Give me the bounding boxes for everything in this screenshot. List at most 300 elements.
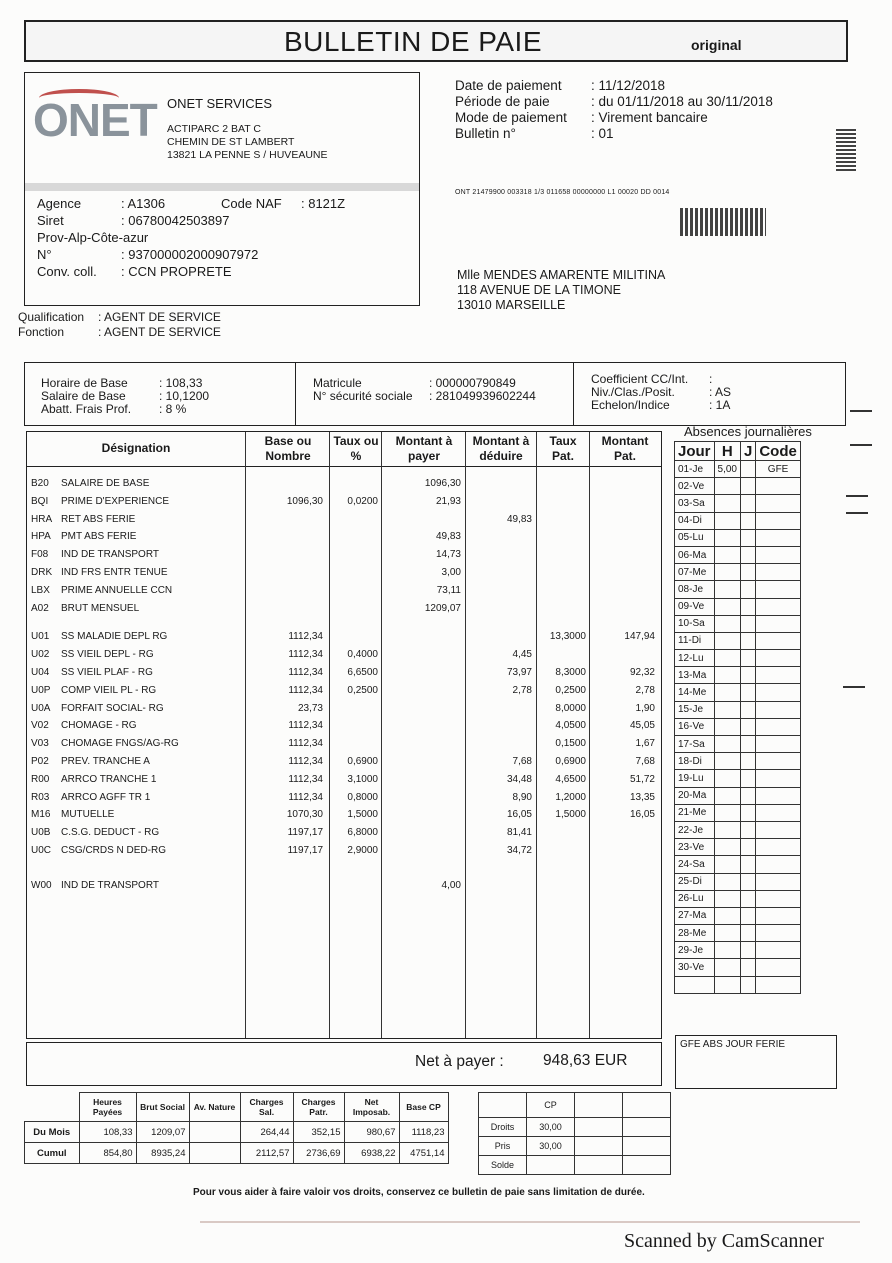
table-row: [27, 476, 661, 493]
mode-value: : Virement bancaire: [591, 110, 708, 125]
footer-note: Pour vous aider à faire valoir vos droits, conservez ce bulletin de paie sans limitation de durée.: [193, 1187, 645, 1198]
row-montant-pat: 13,35: [629, 791, 655, 803]
table-row: [27, 494, 661, 511]
absence-row: [675, 804, 801, 821]
days-cell: [740, 907, 755, 924]
row-base: 1112,34: [288, 667, 323, 678]
copy-label: original: [691, 37, 742, 53]
base-info: [41, 377, 209, 416]
days-cell: [740, 718, 755, 735]
code-cell: [756, 856, 801, 873]
absence-legend: [675, 1035, 837, 1089]
code-cell: [756, 718, 801, 735]
margin-mark: [850, 444, 872, 446]
row-base: 1070,30: [286, 809, 323, 821]
row-code: F08: [31, 549, 49, 561]
row-code: U0P: [31, 684, 51, 696]
row-label: IND DE TRANSPORT: [61, 879, 159, 891]
barcode-icon: [680, 208, 766, 236]
absence-row: [675, 942, 801, 959]
day-cell: 25-Di: [675, 873, 715, 890]
days-cell: [740, 701, 755, 718]
row-taux: 1,5000: [347, 809, 378, 821]
days-cell: [740, 512, 755, 529]
row-label: IND DE TRANSPORT: [61, 549, 159, 561]
echelon-value: : 1A: [709, 398, 731, 412]
company-name: ONET SERVICES: [167, 96, 272, 111]
company-logo: ONET: [33, 94, 157, 146]
legend-text: GFE ABS JOUR FERIE: [680, 1039, 786, 1050]
code-cell: [756, 907, 801, 924]
company-address: [167, 123, 328, 162]
row-taux: 0,8000: [347, 791, 378, 803]
periode-label: Période de paie: [455, 94, 550, 109]
echelon-label: Echelon/Indice: [591, 398, 670, 412]
row-base: 1112,34: [288, 631, 323, 643]
employee-name: Mlle MENDES AMARENTE MILITINA: [457, 268, 666, 282]
row-montant-deduire: 8,90: [512, 791, 532, 803]
day-cell: 13-Ma: [675, 667, 715, 684]
absence-row: [675, 925, 801, 942]
code-cell: [756, 753, 801, 770]
header-h: H: [714, 442, 740, 461]
absence-row: [675, 873, 801, 890]
address-line: CHEMIN DE ST LAMBERT: [167, 136, 295, 148]
hours-cell: [714, 667, 740, 684]
hours-cell: [714, 804, 740, 821]
day-cell: 02-Ve: [675, 478, 715, 495]
title-banner: [24, 20, 848, 62]
no-value: : 937000002000907972: [121, 247, 259, 262]
matricule-value: : 000000790849: [429, 376, 516, 390]
summary-table: [24, 1092, 449, 1164]
header-av-nature: Av. Nature: [189, 1093, 240, 1122]
row-montant-deduire: 2,78: [512, 684, 532, 696]
days-cell: [740, 856, 755, 873]
day-cell: 07-Me: [675, 564, 715, 581]
code-cell: [756, 650, 801, 667]
day-cell: 29-Je: [675, 942, 715, 959]
absences-title: Absences journalières: [684, 424, 812, 439]
days-cell: [740, 615, 755, 632]
days-cell: [740, 529, 755, 546]
hours-cell: [714, 821, 740, 838]
header-montant-payer: Montant à payer: [395, 434, 453, 463]
day-cell: 12-Lu: [675, 650, 715, 667]
row-label: ARRCO TRANCHE 1: [61, 773, 157, 785]
absence-row: [675, 650, 801, 667]
days-cell: [740, 770, 755, 787]
identity-info: [313, 377, 536, 403]
row-montant-deduire: 4,45: [512, 649, 532, 661]
hours-cell: [714, 615, 740, 632]
employee-address-line: 118 AVENUE DE LA TIMONE: [457, 283, 621, 297]
absence-row: [675, 770, 801, 787]
scanner-watermark: Scanned by CamScanner: [624, 1230, 824, 1252]
row-montant-deduire: 16,05: [506, 809, 532, 821]
days-cell: [740, 753, 755, 770]
date-label: Date de paiement: [455, 78, 562, 93]
row-taux: 0,6900: [347, 756, 378, 767]
row-taux-pat: 1,2000: [555, 791, 586, 803]
days-cell: [740, 942, 755, 959]
day-cell: 17-Sa: [675, 736, 715, 753]
row-label: C.S.G. DEDUCT - RG: [61, 827, 160, 839]
hours-cell: [714, 478, 740, 495]
agence-label: Agence: [37, 196, 82, 211]
page-title: BULLETIN DE PAIE: [284, 26, 543, 57]
header-j: J: [740, 442, 755, 461]
row-label: COMP VIEIL PL - RG: [61, 684, 157, 696]
naf-label: Code NAF: [221, 196, 282, 211]
scan-edge: [200, 1221, 860, 1223]
fonction-label: Fonction: [18, 325, 65, 339]
code-cell: [756, 890, 801, 907]
day-cell: 14-Me: [675, 684, 715, 701]
row-label: PRIME D'EXPERIENCE: [61, 495, 170, 507]
row-label: ARRCO AGFF TR 1: [61, 791, 151, 803]
secu-value: : 281049939602244: [429, 389, 536, 403]
table-row: [27, 825, 661, 842]
row-montant-payer: 1096,30: [424, 478, 461, 489]
days-cell: [740, 959, 755, 976]
row-label: RET ABS FERIE: [61, 513, 136, 525]
row-montant-deduire: 34,48: [506, 773, 532, 785]
row-code: R00: [31, 773, 50, 785]
days-cell: [740, 873, 755, 890]
abatt-label: Abatt. Frais Prof.: [41, 402, 132, 416]
code-cell: [756, 804, 801, 821]
horaire-value: : 108,33: [159, 376, 203, 390]
header-taux: Taux ou %: [333, 434, 379, 463]
days-cell: [740, 976, 755, 993]
days-cell: [740, 598, 755, 615]
coef-label: Coefficient CC/Int.: [591, 372, 689, 386]
divider: [25, 183, 419, 191]
row-code: DRK: [31, 567, 53, 578]
header-montant-pat: Montant Pat.: [601, 434, 649, 463]
table-row: [27, 736, 661, 753]
code-cell: [756, 529, 801, 546]
salaire-label: Salaire de Base: [41, 389, 126, 403]
row-code: B20: [31, 478, 49, 489]
row-taux-pat: 8,0000: [555, 702, 586, 714]
header-base-cp: Base CP: [399, 1093, 448, 1122]
days-cell: [740, 564, 755, 581]
row-label: Du Mois: [25, 1122, 80, 1143]
header-heures: Heures Payées: [79, 1093, 136, 1122]
header-code: Code: [756, 442, 801, 461]
days-cell: [740, 804, 755, 821]
cell: 8935,24: [136, 1143, 189, 1164]
table-row: [27, 583, 661, 600]
row-label: PRIME ANNUELLE CCN: [61, 584, 173, 596]
absence-row: [675, 839, 801, 856]
absence-row: [675, 564, 801, 581]
row-code: M16: [31, 809, 51, 821]
absence-row: [675, 529, 801, 546]
absence-row: [675, 821, 801, 838]
absence-row: [675, 615, 801, 632]
day-cell: 18-Di: [675, 753, 715, 770]
day-cell: 22-Je: [675, 821, 715, 838]
table-row: [27, 601, 661, 618]
row-code: U0C: [31, 845, 52, 856]
agence-value: : A1306: [121, 196, 166, 211]
qualification-value: : AGENT DE SERVICE: [98, 310, 221, 324]
row-label: CHOMAGE - RG: [61, 720, 137, 732]
absence-row: [675, 546, 801, 563]
absence-row: [675, 787, 801, 804]
day-cell: 20-Ma: [675, 787, 715, 804]
row-montant-pat: 1,90: [635, 702, 655, 714]
row-code: V02: [31, 720, 49, 732]
code-cell: [756, 959, 801, 976]
row-base: 1112,34: [288, 684, 323, 696]
hours-cell: [714, 495, 740, 512]
row-montant-payer: 3,00: [441, 567, 461, 578]
naf-value: : 8121Z: [301, 196, 346, 211]
periode-value: : du 01/11/2018 au 30/11/2018: [591, 94, 773, 109]
code-cell: [756, 684, 801, 701]
row-label: SS VIEIL DEPL - RG: [61, 649, 154, 661]
code-cell: [756, 873, 801, 890]
days-cell: [740, 650, 755, 667]
cell: 264,44: [240, 1122, 293, 1143]
code-cell: [756, 546, 801, 563]
row-taux: 6,8000: [347, 827, 378, 839]
code-cell: [756, 512, 801, 529]
absence-row: [675, 478, 801, 495]
code-cell: [756, 839, 801, 856]
mail-reference: ONT 21479900 003318 1/3 011658 00000000 L1 00020 DD 0014: [455, 189, 670, 196]
employee-info-box: [24, 362, 846, 426]
row-montant-payer: 73,11: [436, 584, 461, 596]
code-cell: [756, 615, 801, 632]
row-montant-deduire: 73,97: [506, 667, 532, 678]
conv-value: : CCN PROPRETE: [121, 264, 232, 279]
hours-cell: [714, 873, 740, 890]
row-base: 1112,34: [288, 791, 323, 803]
row-montant-pat: 45,05: [629, 720, 655, 732]
day-cell: 21-Me: [675, 804, 715, 821]
days-cell: [740, 461, 755, 478]
code-cell: [756, 581, 801, 598]
header-brut: Brut Social: [136, 1093, 189, 1122]
solde-label: Solde: [479, 1156, 527, 1175]
matricule-label: Matricule: [313, 376, 362, 390]
table-row: [27, 683, 661, 700]
header-jour: Jour: [675, 442, 715, 461]
row-label: SS MALADIE DEPL RG: [61, 631, 168, 643]
days-cell: [740, 684, 755, 701]
hours-cell: [714, 701, 740, 718]
row-montant-payer: 14,73: [435, 549, 461, 561]
day-cell: 28-Me: [675, 925, 715, 942]
row-taux-pat: 4,0500: [555, 720, 586, 732]
row-code: U0B: [31, 827, 51, 839]
pris-value: 30,00: [527, 1137, 575, 1156]
row-montant-pat: 2,78: [635, 684, 655, 696]
hours-cell: [714, 632, 740, 649]
row-montant-payer: 1209,07: [424, 602, 461, 614]
date-value: : 11/12/2018: [591, 78, 666, 93]
employer-box: [24, 72, 420, 306]
siret-label: Siret: [37, 213, 64, 228]
niv-label: Niv./Clas./Posit.: [591, 385, 675, 399]
table-row: [27, 843, 661, 860]
row-taux: 6,6500: [347, 667, 378, 678]
row-montant-deduire: 81,41: [506, 827, 532, 839]
day-cell: 05-Lu: [675, 529, 715, 546]
table-row: [27, 565, 661, 582]
margin-mark: [846, 495, 868, 497]
address-line: 13821 LA PENNE S / HUVEAUNE: [167, 149, 328, 161]
absence-row: [675, 598, 801, 615]
hours-cell: [714, 942, 740, 959]
row-montant-pat: 16,05: [629, 809, 655, 821]
row-code: U01: [31, 631, 50, 643]
siret-value: : 06780042503897: [121, 213, 230, 228]
absence-row: [675, 632, 801, 649]
horaire-label: Horaire de Base: [41, 376, 128, 390]
code-cell: [756, 598, 801, 615]
absence-row: [675, 976, 801, 993]
cell: [189, 1143, 240, 1164]
cell: [189, 1122, 240, 1143]
address-line: ACTIPARC 2 BAT C: [167, 123, 261, 135]
hours-cell: [714, 907, 740, 924]
day-cell: 08-Je: [675, 581, 715, 598]
du-mois-row: [25, 1122, 449, 1143]
cumul-row: [25, 1143, 449, 1164]
header-charges-patr: Charges Patr.: [293, 1093, 344, 1122]
row-montant-pat: 7,68: [635, 756, 655, 767]
hours-cell: [714, 959, 740, 976]
code-cell: [756, 701, 801, 718]
row-code: LBX: [31, 584, 50, 596]
cell: 108,33: [79, 1122, 136, 1143]
hours-cell: [714, 890, 740, 907]
day-cell: 03-Sa: [675, 495, 715, 512]
hours-cell: [714, 787, 740, 804]
droits-label: Droits: [479, 1118, 527, 1137]
hours-cell: [714, 856, 740, 873]
row-base: 1096,30: [286, 495, 323, 507]
coef-value: :: [709, 372, 713, 386]
day-cell: 11-Di: [675, 632, 715, 649]
absence-row: [675, 907, 801, 924]
day-cell: 06-Ma: [675, 546, 715, 563]
day-cell: 30-Ve: [675, 959, 715, 976]
row-taux-pat: 0,2500: [555, 684, 586, 696]
row-montant-payer: 21,93: [435, 495, 461, 507]
row-base: 1112,34: [288, 756, 323, 767]
bulletin-label: Bulletin n°: [455, 126, 516, 141]
employer-details: [37, 195, 345, 280]
row-montant-pat: 1,67: [635, 738, 655, 750]
header-charges-sal: Charges Sal.: [240, 1093, 293, 1122]
days-cell: [740, 839, 755, 856]
table-row: [27, 807, 661, 824]
hours-cell: [714, 736, 740, 753]
hours-cell: [714, 564, 740, 581]
hours-cell: [714, 650, 740, 667]
day-cell: 24-Sa: [675, 856, 715, 873]
hours-cell: 5,00: [714, 461, 740, 478]
day-cell: 09-Ve: [675, 598, 715, 615]
days-cell: [740, 495, 755, 512]
row-label: MUTUELLE: [61, 809, 115, 821]
row-base: 1112,34: [288, 720, 323, 732]
day-cell: [675, 976, 715, 993]
table-row: [27, 754, 661, 771]
row-label: PMT ABS FERIE: [61, 531, 137, 543]
hours-cell: [714, 684, 740, 701]
code-cell: [756, 495, 801, 512]
hours-cell: [714, 529, 740, 546]
row-taux-pat: 8,3000: [555, 667, 586, 678]
net-label: Net à payer :: [415, 1053, 504, 1070]
row-code: BQI: [31, 495, 49, 507]
row-taux: 0,2500: [347, 684, 378, 696]
hours-cell: [714, 753, 740, 770]
row-taux: 3,1000: [347, 773, 378, 785]
code-cell: [756, 821, 801, 838]
cell: 6938,22: [344, 1143, 399, 1164]
cp-header: CP: [527, 1093, 575, 1118]
hours-cell: [714, 976, 740, 993]
row-base: 1197,17: [287, 827, 323, 839]
row-label: FORFAIT SOCIAL- RG: [61, 702, 164, 714]
day-cell: 16-Ve: [675, 718, 715, 735]
bulletin-value: : 01: [591, 126, 614, 141]
row-montant-deduire: 34,72: [506, 845, 532, 856]
row-code: U0A: [31, 702, 51, 714]
table-row: [27, 529, 661, 546]
margin-mark: [846, 512, 868, 514]
hours-cell: [714, 581, 740, 598]
code-cell: [756, 942, 801, 959]
classification-info: [591, 373, 731, 412]
pris-label: Pris: [479, 1137, 527, 1156]
header-designation: Désignation: [101, 441, 171, 455]
row-taux-pat: 0,1500: [555, 738, 586, 750]
absence-row: [675, 581, 801, 598]
cell: 4751,14: [399, 1143, 448, 1164]
row-montant-deduire: 49,83: [506, 513, 532, 525]
header-montant-deduire: Montant à déduire: [472, 434, 530, 463]
table-row: [27, 790, 661, 807]
day-cell: 19-Lu: [675, 770, 715, 787]
payslip-table: [26, 431, 662, 1039]
day-cell: 27-Ma: [675, 907, 715, 924]
row-taux-pat: 1,5000: [555, 809, 586, 821]
row-montant-pat: 92,32: [629, 667, 655, 678]
cell: 2736,69: [293, 1143, 344, 1164]
row-taux: 0,0200: [347, 495, 378, 507]
row-label: Cumul: [25, 1143, 80, 1164]
absence-row: [675, 461, 801, 478]
days-cell: [740, 581, 755, 598]
row-montant-deduire: 7,68: [512, 756, 532, 767]
day-cell: 10-Sa: [675, 615, 715, 632]
days-cell: [740, 890, 755, 907]
row-code: P02: [31, 756, 49, 767]
payment-info: [455, 78, 773, 142]
cp-table: [478, 1092, 671, 1175]
days-cell: [740, 787, 755, 804]
